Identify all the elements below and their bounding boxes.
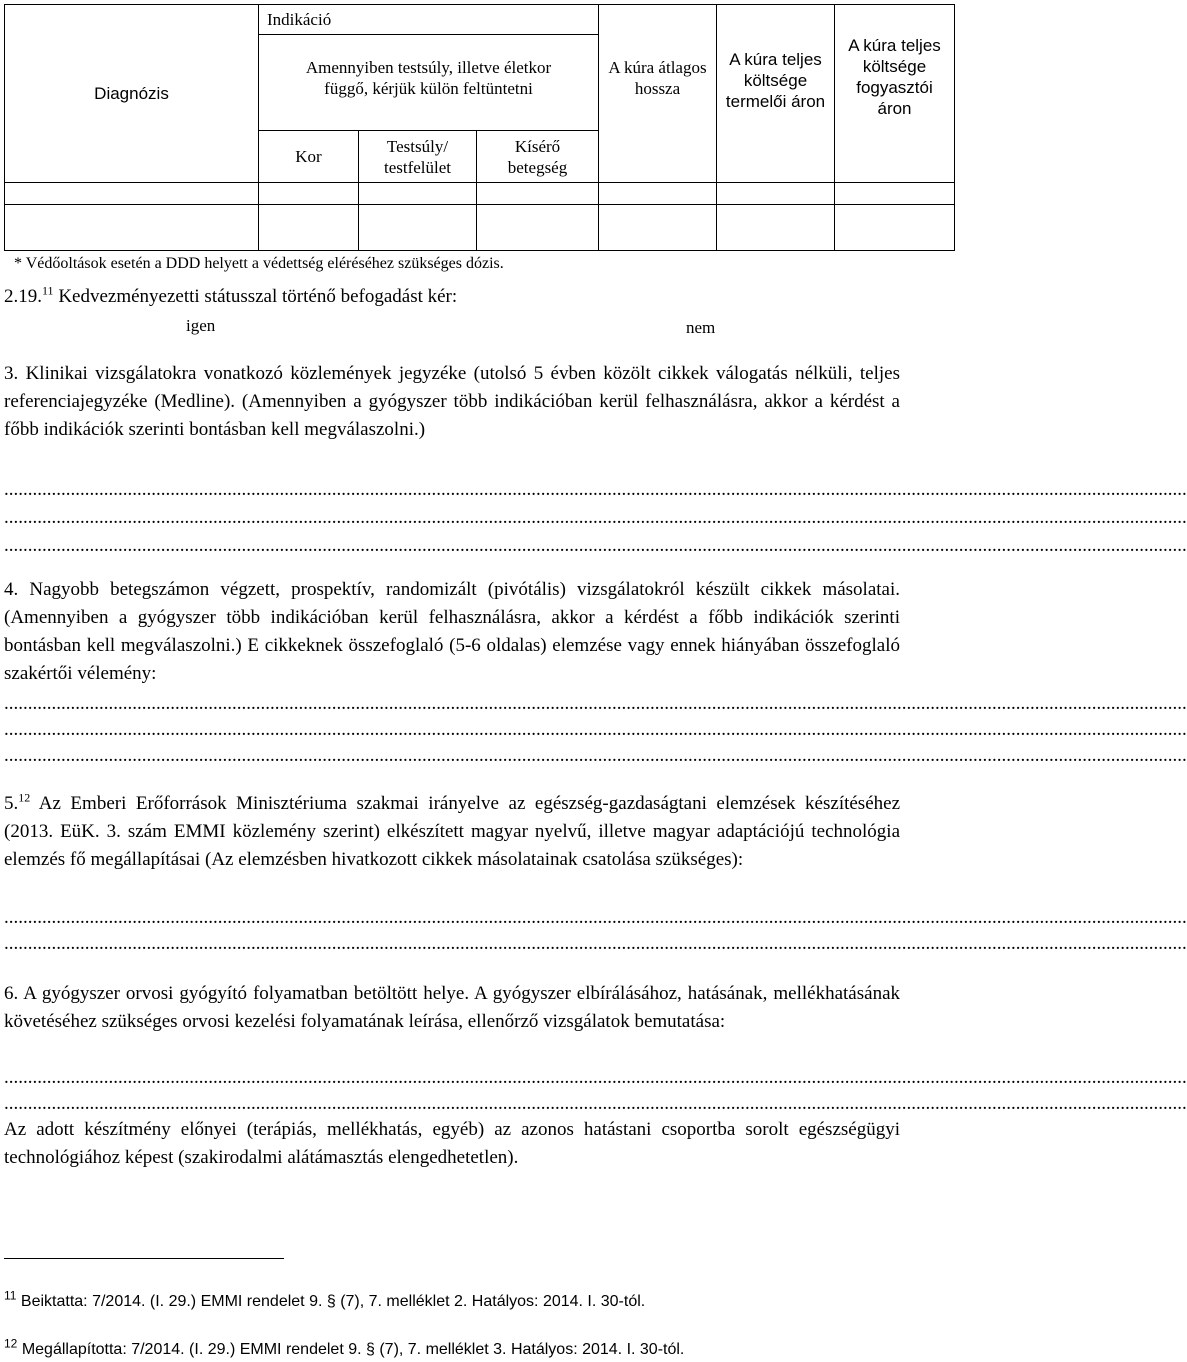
- table-row: [5, 205, 955, 251]
- option-nem: nem: [686, 318, 716, 337]
- dotted-line: .........................................................................................................................................................................................................................................................: [4, 479, 1187, 500]
- footnote-number: 12: [4, 1336, 18, 1351]
- atlagos-hossza-header: A kúra átlagos hossza: [599, 5, 717, 183]
- dotted-line: .........................................................................................................................................................................................................................................................: [4, 719, 1187, 740]
- dotted-line: .........................................................................................................................................................................................................................................................: [4, 1067, 1187, 1088]
- section-6-text: 6. A gyógyszer orvosi gyógyító folyamatban betöltött helye. A gyógyszer elbírálásához, hatásának, mellékhatásának követéséhez szükséges orvosi kezelési folyamatának leírása, ellenőrző vizsgálatok bemutatása:: [4, 983, 900, 1032]
- section-4-text: 4. Nagyobb betegszámon végzett, prospektív, randomizált (pivótális) vizsgálatokról készült cikkek másolatai. (Amennyiben a gyógyszer több indikációban kerül felhasználásra, akkor a kérdést a főbb indikációk szerinti bontásban kell megválaszolni.) E cikkeknek összefoglaló (5-6 oldalas) elemzése vagy ennek hiányában összefoglaló szakértői vélemény:: [4, 579, 900, 684]
- section-2-19-text: Kedvezményezetti státusszal történő befogadást kér:: [58, 286, 458, 307]
- footnote-number: 11: [4, 1288, 17, 1303]
- dotted-line: .........................................................................................................................................................................................................................................................: [4, 535, 1187, 556]
- amennyiben-header: Amennyiben testsúly, illetve életkor függő, kérjük külön feltüntetni: [259, 35, 599, 131]
- footnote-text: Beiktatta: 7/2014. (I. 29.) EMMI rendelet 9. § (7), 7. melléklet 2. Hatályos: 2014. I. 30-tól.: [20, 1293, 646, 1310]
- dotted-line: .........................................................................................................................................................................................................................................................: [4, 933, 1187, 954]
- footnote-11: [4, 1288, 646, 1312]
- testsuly-header: Testsúly/ testfelület: [359, 131, 477, 183]
- section-5: [4, 790, 900, 874]
- advantages-text: Az adott készítmény előnyei (terápiás, mellékhatás, egyéb) az azonos hatástani csoportba sorolt egészségügyi technológiához képest (szakirodalmi alátámasztás elengedhetetlen).: [4, 1119, 900, 1168]
- diagnozis-header: Diagnózis: [5, 5, 259, 183]
- vedooltas-note: * Védőoltások esetén a DDD helyett a védettség eléréséhez szükséges dózis.: [14, 255, 504, 272]
- indication-table: [4, 4, 955, 251]
- section-5-number: 5.: [4, 793, 19, 814]
- section-2-19: [4, 284, 457, 310]
- termeloi-ar-header: A kúra teljes költsége termelői áron: [717, 5, 835, 183]
- section-2-19-number: 2.19.: [4, 286, 42, 307]
- option-igen: igen: [186, 316, 216, 335]
- footnote-text: Megállapította: 7/2014. (I. 29.) EMMI rendelet 9. § (7), 7. melléklet 3. Hatályos: 2014. I. 30-tól.: [21, 1341, 685, 1358]
- table-row: [5, 183, 955, 205]
- indikacio-header: Indikáció: [259, 5, 599, 35]
- dotted-line: .........................................................................................................................................................................................................................................................: [4, 507, 1187, 528]
- dotted-line: .........................................................................................................................................................................................................................................................: [4, 693, 1187, 714]
- footnote-ref-11: 11: [42, 283, 54, 298]
- kor-header: Kor: [259, 131, 359, 183]
- fogyasztoi-ar-header: A kúra teljes költsége fogyasztói áron: [835, 5, 955, 183]
- section-5-text: Az Emberi Erőforrások Minisztériuma szakmai irányelve az egészség-gazdaságtani elemzések készítéséhez (2013. EüK. 3. szám EMMI közlemény szerint) elkészített magyar nyelvű, illetve magyar adaptációjú technológia elemzés fő megállapításai (Az elemzésben hivatkozott cikkek másolatainak csatolása szükséges):: [4, 793, 901, 870]
- footnote-12: [4, 1336, 685, 1360]
- dotted-line: .........................................................................................................................................................................................................................................................: [4, 1093, 1187, 1114]
- footnote-separator: [4, 1258, 284, 1259]
- dotted-line: .........................................................................................................................................................................................................................................................: [4, 745, 1187, 766]
- dotted-line: .........................................................................................................................................................................................................................................................: [4, 907, 1187, 928]
- section-3-text: 3. Klinikai vizsgálatokra vonatkozó közlemények jegyzéke (utolsó 5 évben közölt cikkek válogatás nélküli, teljes referenciajegyzéke (Medline). (Amennyiben a gyógyszer több indikációban kerül felhasználásra, akkor a kérdést a főbb indikációk szerinti bontásban kell megválaszolni.): [4, 363, 900, 440]
- kisero-betegseg-header: Kísérő betegség: [477, 131, 599, 183]
- footnote-ref-12: 12: [18, 790, 31, 805]
